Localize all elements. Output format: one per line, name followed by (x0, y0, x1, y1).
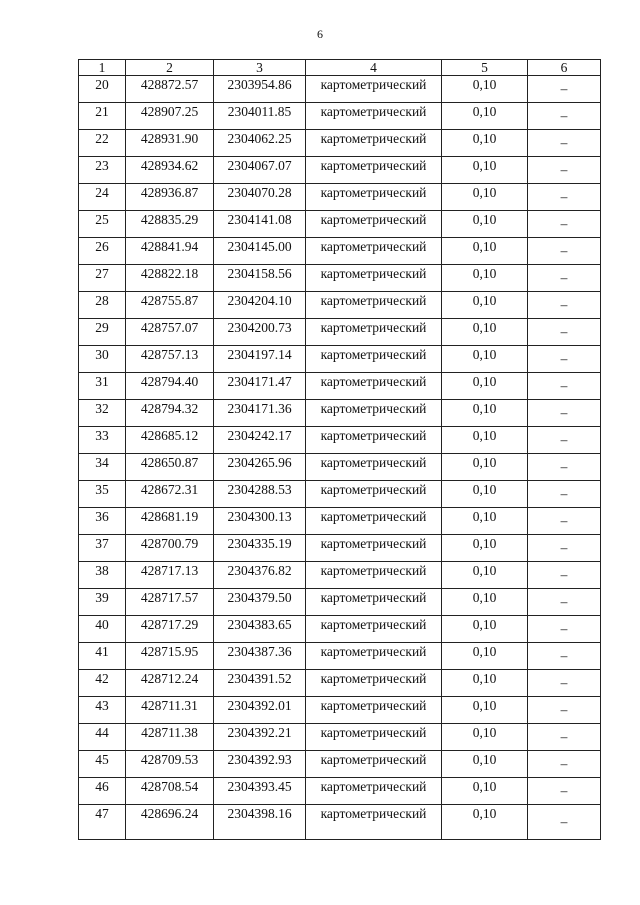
accuracy-cell: 0,10 (442, 481, 528, 508)
method-cell: картометрический (306, 400, 442, 427)
y-coordinate-cell: 2304197.14 (214, 346, 306, 373)
accuracy-cell: 0,10 (442, 103, 528, 130)
point-number-cell: 36 (79, 508, 126, 535)
method-cell: картометрический (306, 319, 442, 346)
table-row (79, 157, 601, 184)
x-coordinate-cell: 428907.25 (126, 103, 214, 130)
accuracy-cell: 0,10 (442, 292, 528, 319)
accuracy-cell: 0,10 (442, 562, 528, 589)
y-coordinate-cell: 2304242.17 (214, 427, 306, 454)
note-cell: – (528, 643, 601, 670)
x-coordinate-cell: 428757.13 (126, 346, 214, 373)
point-number-cell: 40 (79, 616, 126, 643)
method-cell: картометрический (306, 508, 442, 535)
accuracy-cell: 0,10 (442, 265, 528, 292)
y-coordinate-cell: 2304335.19 (214, 535, 306, 562)
note-cell: – (528, 778, 601, 805)
y-coordinate-cell: 2304141.08 (214, 211, 306, 238)
note-cell: – (528, 616, 601, 643)
accuracy-cell: 0,10 (442, 427, 528, 454)
column-header-2: 2 (126, 60, 214, 76)
note-cell: – (528, 751, 601, 778)
y-coordinate-cell: 2304011.85 (214, 103, 306, 130)
x-coordinate-cell: 428934.62 (126, 157, 214, 184)
accuracy-cell: 0,10 (442, 697, 528, 724)
method-cell: картометрический (306, 238, 442, 265)
point-number-cell: 47 (79, 805, 126, 840)
x-coordinate-cell: 428841.94 (126, 238, 214, 265)
note-cell: – (528, 589, 601, 616)
point-number-cell: 45 (79, 751, 126, 778)
point-number-cell: 25 (79, 211, 126, 238)
accuracy-cell: 0,10 (442, 157, 528, 184)
table-row (79, 319, 601, 346)
y-coordinate-cell: 2304062.25 (214, 130, 306, 157)
note-cell: – (528, 184, 601, 211)
table-header-row (79, 60, 601, 76)
method-cell: картометрический (306, 535, 442, 562)
note-cell: – (528, 454, 601, 481)
table-row (79, 346, 601, 373)
table-row (79, 805, 601, 840)
y-coordinate-cell: 2304387.36 (214, 643, 306, 670)
table-row (79, 508, 601, 535)
y-coordinate-cell: 2304067.07 (214, 157, 306, 184)
x-coordinate-cell: 428711.31 (126, 697, 214, 724)
point-number-cell: 42 (79, 670, 126, 697)
column-header-4: 4 (306, 60, 442, 76)
accuracy-cell: 0,10 (442, 778, 528, 805)
x-coordinate-cell: 428715.95 (126, 643, 214, 670)
table-row (79, 130, 601, 157)
table-body (79, 76, 601, 840)
x-coordinate-cell: 428794.32 (126, 400, 214, 427)
table-row (79, 670, 601, 697)
y-coordinate-cell: 2304383.65 (214, 616, 306, 643)
point-number-cell: 24 (79, 184, 126, 211)
x-coordinate-cell: 428757.07 (126, 319, 214, 346)
accuracy-cell: 0,10 (442, 76, 528, 103)
coordinates-table (78, 59, 601, 840)
x-coordinate-cell: 428872.57 (126, 76, 214, 103)
x-coordinate-cell: 428717.29 (126, 616, 214, 643)
point-number-cell: 41 (79, 643, 126, 670)
method-cell: картометрический (306, 454, 442, 481)
point-number-cell: 28 (79, 292, 126, 319)
point-number-cell: 37 (79, 535, 126, 562)
point-number-cell: 26 (79, 238, 126, 265)
method-cell: картометрический (306, 346, 442, 373)
x-coordinate-cell: 428717.13 (126, 562, 214, 589)
note-cell: – (528, 805, 601, 840)
accuracy-cell: 0,10 (442, 643, 528, 670)
y-coordinate-cell: 2304393.45 (214, 778, 306, 805)
method-cell: картометрический (306, 778, 442, 805)
note-cell: – (528, 346, 601, 373)
y-coordinate-cell: 2304392.01 (214, 697, 306, 724)
point-number-cell: 35 (79, 481, 126, 508)
point-number-cell: 38 (79, 562, 126, 589)
method-cell: картометрический (306, 589, 442, 616)
table-row (79, 427, 601, 454)
x-coordinate-cell: 428711.38 (126, 724, 214, 751)
point-number-cell: 46 (79, 778, 126, 805)
note-cell: – (528, 292, 601, 319)
column-header-1: 1 (79, 60, 126, 76)
point-number-cell: 34 (79, 454, 126, 481)
point-number-cell: 30 (79, 346, 126, 373)
note-cell: – (528, 157, 601, 184)
column-header-3: 3 (214, 60, 306, 76)
x-coordinate-cell: 428755.87 (126, 292, 214, 319)
x-coordinate-cell: 428794.40 (126, 373, 214, 400)
point-number-cell: 32 (79, 400, 126, 427)
accuracy-cell: 0,10 (442, 508, 528, 535)
accuracy-cell: 0,10 (442, 319, 528, 346)
table-row (79, 589, 601, 616)
y-coordinate-cell: 2304379.50 (214, 589, 306, 616)
method-cell: картометрический (306, 157, 442, 184)
table-row (79, 211, 601, 238)
note-cell: – (528, 400, 601, 427)
x-coordinate-cell: 428709.53 (126, 751, 214, 778)
method-cell: картометрический (306, 751, 442, 778)
y-coordinate-cell: 2304158.56 (214, 265, 306, 292)
x-coordinate-cell: 428696.24 (126, 805, 214, 840)
note-cell: – (528, 697, 601, 724)
method-cell: картометрический (306, 724, 442, 751)
x-coordinate-cell: 428700.79 (126, 535, 214, 562)
note-cell: – (528, 508, 601, 535)
note-cell: – (528, 535, 601, 562)
point-number-cell: 29 (79, 319, 126, 346)
x-coordinate-cell: 428717.57 (126, 589, 214, 616)
x-coordinate-cell: 428681.19 (126, 508, 214, 535)
accuracy-cell: 0,10 (442, 346, 528, 373)
method-cell: картометрический (306, 670, 442, 697)
y-coordinate-cell: 2304288.53 (214, 481, 306, 508)
accuracy-cell: 0,10 (442, 184, 528, 211)
table-row (79, 778, 601, 805)
y-coordinate-cell: 2304392.21 (214, 724, 306, 751)
table-row (79, 481, 601, 508)
point-number-cell: 21 (79, 103, 126, 130)
x-coordinate-cell: 428822.18 (126, 265, 214, 292)
table-row (79, 562, 601, 589)
method-cell: картометрический (306, 76, 442, 103)
note-cell: – (528, 211, 601, 238)
method-cell: картометрический (306, 643, 442, 670)
point-number-cell: 27 (79, 265, 126, 292)
method-cell: картометрический (306, 805, 442, 840)
y-coordinate-cell: 2304392.93 (214, 751, 306, 778)
table-row (79, 373, 601, 400)
method-cell: картометрический (306, 211, 442, 238)
accuracy-cell: 0,10 (442, 373, 528, 400)
point-number-cell: 44 (79, 724, 126, 751)
y-coordinate-cell: 2304204.10 (214, 292, 306, 319)
method-cell: картометрический (306, 130, 442, 157)
accuracy-cell: 0,10 (442, 535, 528, 562)
method-cell: картометрический (306, 616, 442, 643)
point-number-cell: 20 (79, 76, 126, 103)
note-cell: – (528, 76, 601, 103)
x-coordinate-cell: 428835.29 (126, 211, 214, 238)
x-coordinate-cell: 428936.87 (126, 184, 214, 211)
table-row (79, 535, 601, 562)
table-row (79, 103, 601, 130)
table-row (79, 238, 601, 265)
table-row (79, 292, 601, 319)
accuracy-cell: 0,10 (442, 589, 528, 616)
table-row (79, 751, 601, 778)
point-number-cell: 33 (79, 427, 126, 454)
table-row (79, 184, 601, 211)
accuracy-cell: 0,10 (442, 805, 528, 840)
x-coordinate-cell: 428672.31 (126, 481, 214, 508)
point-number-cell: 43 (79, 697, 126, 724)
note-cell: – (528, 319, 601, 346)
note-cell: – (528, 724, 601, 751)
table-row (79, 454, 601, 481)
table-row (79, 724, 601, 751)
accuracy-cell: 0,10 (442, 454, 528, 481)
method-cell: картометрический (306, 427, 442, 454)
y-coordinate-cell: 2304171.36 (214, 400, 306, 427)
column-header-6: 6 (528, 60, 601, 76)
method-cell: картометрический (306, 697, 442, 724)
accuracy-cell: 0,10 (442, 211, 528, 238)
accuracy-cell: 0,10 (442, 130, 528, 157)
y-coordinate-cell: 2304398.16 (214, 805, 306, 840)
y-coordinate-cell: 2304376.82 (214, 562, 306, 589)
accuracy-cell: 0,10 (442, 400, 528, 427)
point-number-cell: 22 (79, 130, 126, 157)
y-coordinate-cell: 2303954.86 (214, 76, 306, 103)
point-number-cell: 31 (79, 373, 126, 400)
accuracy-cell: 0,10 (442, 670, 528, 697)
accuracy-cell: 0,10 (442, 238, 528, 265)
method-cell: картометрический (306, 373, 442, 400)
x-coordinate-cell: 428650.87 (126, 454, 214, 481)
note-cell: – (528, 373, 601, 400)
y-coordinate-cell: 2304391.52 (214, 670, 306, 697)
y-coordinate-cell: 2304265.96 (214, 454, 306, 481)
x-coordinate-cell: 428708.54 (126, 778, 214, 805)
table-row (79, 643, 601, 670)
method-cell: картометрический (306, 481, 442, 508)
method-cell: картометрический (306, 103, 442, 130)
note-cell: – (528, 562, 601, 589)
accuracy-cell: 0,10 (442, 751, 528, 778)
method-cell: картометрический (306, 292, 442, 319)
x-coordinate-cell: 428712.24 (126, 670, 214, 697)
note-cell: – (528, 103, 601, 130)
column-header-5: 5 (442, 60, 528, 76)
accuracy-cell: 0,10 (442, 616, 528, 643)
note-cell: – (528, 130, 601, 157)
x-coordinate-cell: 428931.90 (126, 130, 214, 157)
note-cell: – (528, 265, 601, 292)
method-cell: картометрический (306, 265, 442, 292)
x-coordinate-cell: 428685.12 (126, 427, 214, 454)
note-cell: – (528, 427, 601, 454)
note-cell: – (528, 670, 601, 697)
y-coordinate-cell: 2304145.00 (214, 238, 306, 265)
y-coordinate-cell: 2304300.13 (214, 508, 306, 535)
method-cell: картометрический (306, 562, 442, 589)
page-number: 6 (317, 27, 323, 41)
table-row (79, 616, 601, 643)
note-cell: – (528, 481, 601, 508)
table-row (79, 76, 601, 103)
y-coordinate-cell: 2304171.47 (214, 373, 306, 400)
note-cell: – (528, 238, 601, 265)
accuracy-cell: 0,10 (442, 724, 528, 751)
table-row (79, 697, 601, 724)
point-number-cell: 23 (79, 157, 126, 184)
y-coordinate-cell: 2304200.73 (214, 319, 306, 346)
table-row (79, 400, 601, 427)
table-row (79, 265, 601, 292)
method-cell: картометрический (306, 184, 442, 211)
point-number-cell: 39 (79, 589, 126, 616)
y-coordinate-cell: 2304070.28 (214, 184, 306, 211)
